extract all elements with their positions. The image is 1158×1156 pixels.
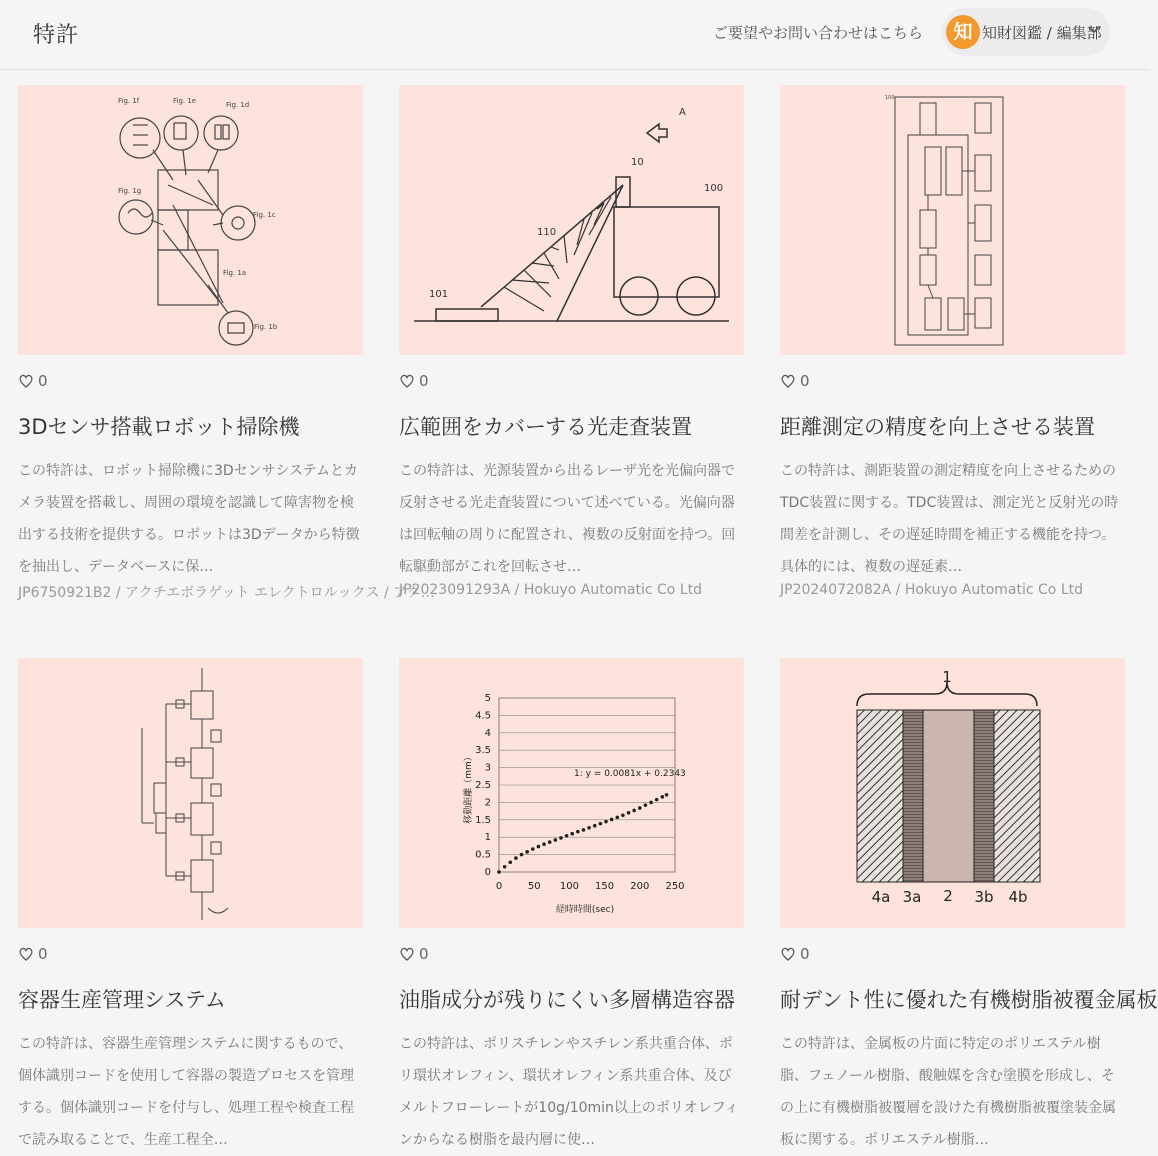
like-count: 0: [38, 945, 48, 963]
like-count: 0: [419, 372, 429, 390]
y-axis-label: 移動距離（mm）: [464, 752, 474, 824]
data-point: [570, 832, 574, 836]
heart-icon: [18, 946, 34, 962]
figure-label: 1: [942, 668, 952, 686]
y-tick-label: 3.5: [475, 745, 491, 757]
figure-label: 3b: [974, 888, 994, 906]
patent-figure[interactable]: [780, 85, 1125, 355]
account-name: 知財図鑑 / 編集部: [982, 24, 1102, 42]
y-tick-label: 1: [484, 832, 491, 844]
x-axis-label: 経時時間(sec): [555, 905, 615, 915]
like-count: 0: [38, 372, 48, 390]
card-title[interactable]: 3Dセンサ搭載ロボット掃除機: [18, 415, 300, 439]
data-point: [604, 820, 608, 824]
figure-label: 100: [885, 95, 895, 101]
data-point: [576, 830, 580, 834]
like-count: 0: [800, 372, 810, 390]
data-point: [514, 856, 518, 860]
card-title[interactable]: 広範囲をカバーする光走査装置: [399, 415, 692, 439]
figure-label: 10: [631, 157, 644, 168]
contact-link[interactable]: ご要望やお問い合わせはこちら: [712, 24, 923, 42]
data-point: [503, 865, 507, 869]
page-title: 特許: [33, 23, 80, 48]
optical-scanner-diagram: [399, 85, 744, 355]
card-meta: JP2024072082A / Hokuyo Automatic Co Ltd: [780, 582, 1083, 598]
y-tick-label: 5: [484, 693, 491, 704]
data-point: [655, 798, 659, 802]
card-description: この特許は、容器生産管理システムに関するもので、個体識別コードを使用して容器の製造プロセスを管理する。個体識別コードを付与し、処理工程や検査工程で読み取ることで、生産工程全…: [18, 1036, 354, 1148]
patent-figure[interactable]: [399, 658, 744, 928]
data-point: [599, 822, 603, 826]
data-point: [587, 826, 591, 830]
patent-figure[interactable]: [18, 658, 363, 928]
figure-label: 2: [943, 887, 953, 905]
figure-label: 3a: [902, 888, 922, 906]
figure-label: 4b: [1008, 888, 1028, 906]
chart-annotation: 1: y = 0.0081x + 0.2343: [574, 769, 686, 779]
robot-cleaner-diagram: [18, 85, 363, 355]
patent-figure[interactable]: [399, 85, 744, 355]
data-point: [632, 809, 636, 813]
card-description: この特許は、光源装置から出るレーザ光を光偏向器で反射させる光走査装置について述べている。光偏向器は回転軸の周りに配置され、複数の反射面を持つ。回転駆動部がこれを回転させ…: [399, 463, 736, 575]
y-tick-label: 4.5: [475, 710, 491, 722]
data-point: [610, 818, 614, 822]
data-point: [542, 842, 546, 846]
data-point: [559, 836, 563, 840]
x-tick-label: 100: [559, 881, 579, 892]
like-count: 0: [800, 945, 810, 963]
card-description: この特許は、ポリスチレンやスチレン系共重合体、ポリ環状オレフィン、環状オレフィン系共重合体、及びメルトフローレートが10g/10min以上のポリオレフィンからなる樹脂を最内層に使…: [399, 1036, 739, 1148]
like-button[interactable]: [18, 943, 48, 965]
data-point: [497, 870, 501, 874]
x-tick-label: 0: [495, 881, 503, 892]
figure-label: A: [679, 107, 686, 118]
figure-label: Fig. 1f: [118, 97, 140, 105]
data-point: [531, 847, 535, 851]
figure-label: 4a: [871, 888, 891, 906]
data-point: [644, 803, 648, 807]
data-point: [537, 845, 541, 849]
data-point: [661, 795, 665, 799]
y-tick-label: 0.5: [475, 849, 491, 861]
card-description: この特許は、測距装置の測定精度を向上させるためのTDC装置に関する。TDC装置は、測定光と反射光の時間差を計測し、その遅延時間を補正する機能を持つ。具体的には、複数の遅延素…: [780, 463, 1119, 575]
heart-icon: [780, 946, 796, 962]
card-meta: JP6750921B2 / アクチエボラゲット エレクトロルックス / アク…: [18, 585, 435, 601]
patent-figure[interactable]: [780, 658, 1125, 928]
figure-label: Fig. 1b: [254, 323, 278, 331]
data-point: [582, 828, 586, 832]
y-tick-label: 0: [484, 867, 491, 878]
figure-label: 110: [537, 227, 557, 238]
card-meta: JP2023091293A / Hokuyo Automatic Co Ltd: [399, 582, 702, 598]
card-title[interactable]: 距離測定の精度を向上させる装置: [780, 415, 1095, 439]
like-button[interactable]: [399, 370, 429, 392]
data-point: [627, 811, 631, 815]
heart-icon: [18, 373, 34, 389]
x-tick-label: 150: [595, 881, 615, 892]
data-point: [565, 834, 569, 838]
y-tick-label: 2: [484, 797, 491, 809]
scatter-chart: [399, 658, 744, 928]
data-point: [508, 860, 512, 864]
like-count: 0: [419, 945, 429, 963]
figure-label: Fig. 1d: [226, 101, 250, 109]
like-button[interactable]: [18, 370, 48, 392]
data-point: [638, 806, 642, 810]
card-title[interactable]: 油脂成分が残りにくい多層構造容器: [399, 988, 735, 1012]
data-point: [548, 840, 552, 844]
y-tick-label: 1.5: [475, 814, 491, 826]
figure-label: 100: [704, 183, 724, 194]
account-menu[interactable]: [942, 8, 1110, 56]
card-description: この特許は、金属板の片面に特定のポリエステル樹脂、フェノール樹脂、酸触媒を含む塗膜を形成し、その上に有機樹脂被覆層を設けた有機樹脂被覆塗装金属板に関する。ポリエステル樹脂…: [780, 1036, 1116, 1148]
data-point: [615, 816, 619, 820]
like-button[interactable]: [780, 943, 810, 965]
x-tick-label: 200: [630, 881, 650, 892]
figure-label: Fig. 1a: [223, 269, 247, 277]
figure-label: 101: [429, 289, 449, 300]
figure-label: Fig. 1c: [253, 211, 276, 219]
data-point: [649, 801, 653, 805]
production-flow-diagram: [18, 658, 363, 928]
figure-label: Fig. 1g: [118, 187, 142, 195]
data-point: [554, 838, 558, 842]
y-tick-label: 3: [484, 762, 491, 774]
card-description: この特許は、ロボット掃除機に3Dセンサシステムとカメラ装置を搭載し、周囲の環境を認識して障害物を検出する技術を提供する。ロボットは3Dデータから特徴を抽出し、データベースに保…: [18, 463, 360, 575]
heart-icon: [780, 373, 796, 389]
x-tick-label: 50: [527, 881, 541, 892]
like-button[interactable]: [399, 943, 429, 965]
data-point: [520, 853, 524, 857]
data-point: [621, 813, 625, 817]
y-tick-label: 4: [484, 727, 491, 739]
top-header: [0, 0, 1150, 70]
data-point: [593, 824, 597, 828]
card-title[interactable]: 耐デント性に優れた有機樹脂被覆金属板: [780, 988, 1158, 1012]
like-button[interactable]: [780, 370, 810, 392]
data-point: [665, 793, 669, 797]
figure-label: Fig. 1e: [173, 97, 197, 105]
card-title[interactable]: 容器生産管理システム: [18, 988, 226, 1012]
heart-icon: [399, 946, 415, 962]
heart-icon: [399, 373, 415, 389]
layered-plate-diagram: [780, 658, 1125, 928]
avatar: 知: [946, 15, 980, 49]
patent-figure[interactable]: [18, 85, 363, 355]
data-point: [525, 850, 529, 854]
chevron-down-icon: [1088, 25, 1100, 35]
y-tick-label: 2.5: [475, 780, 491, 791]
x-tick-label: 250: [665, 881, 685, 892]
tdc-block-diagram: [780, 85, 1125, 355]
